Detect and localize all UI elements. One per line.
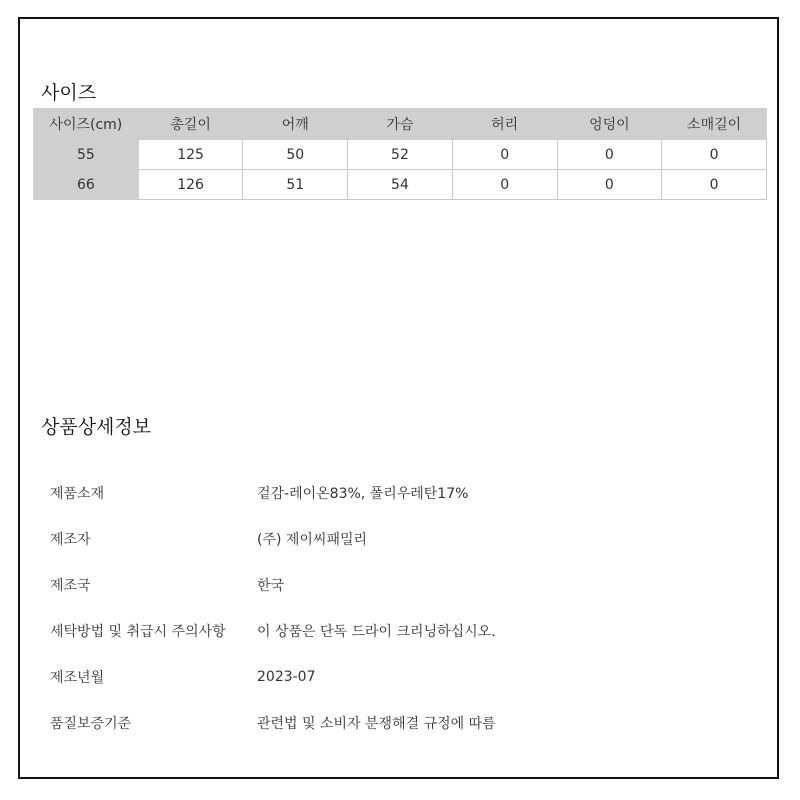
detail-row-warranty <box>50 700 750 746</box>
detail-value: 겉감-레이온83%, 폴리우레탄17% <box>257 486 469 502</box>
detail-label: 품질보증기준 <box>50 716 132 732</box>
table-cell: 125 <box>138 140 243 170</box>
detail-row-material <box>50 470 750 516</box>
detail-label: 제조국 <box>50 578 91 594</box>
table-cell: 0 <box>557 170 662 200</box>
header-cell: 허리 <box>452 109 557 140</box>
detail-row-manufacturer <box>50 516 750 562</box>
detail-value: 관련법 및 소비자 분쟁해결 규정에 따름 <box>257 716 496 732</box>
size-table <box>33 108 767 200</box>
detail-label: 제조년월 <box>50 670 105 686</box>
detail-list <box>50 470 750 746</box>
detail-label: 제조자 <box>50 532 91 548</box>
table-cell: 50 <box>243 140 348 170</box>
detail-row-care <box>50 608 750 654</box>
detail-row-manufacture-date <box>50 654 750 700</box>
detail-label: 세탁방법 및 취급시 주의사항 <box>50 624 226 640</box>
table-cell: 126 <box>138 170 243 200</box>
table-cell: 52 <box>348 140 453 170</box>
table-row <box>34 140 767 170</box>
size-section-title: 사이즈 <box>41 82 97 104</box>
table-cell: 0 <box>452 140 557 170</box>
header-cell: 어깨 <box>243 109 348 140</box>
detail-row-country <box>50 562 750 608</box>
detail-label: 제품소재 <box>50 486 105 502</box>
detail-value: 한국 <box>257 578 285 594</box>
size-table-header-row <box>34 109 767 140</box>
header-cell: 소매길이 <box>662 109 767 140</box>
size-label-cell: 55 <box>34 140 139 170</box>
detail-value: (주) 제이씨패밀리 <box>257 532 368 548</box>
detail-value: 이 상품은 단독 드라이 크리닝하십시오. <box>257 624 496 640</box>
detail-value: 2023-07 <box>257 669 316 685</box>
header-cell: 가슴 <box>348 109 453 140</box>
table-cell: 0 <box>662 140 767 170</box>
table-row <box>34 170 767 200</box>
detail-section-title: 상품상세정보 <box>41 416 152 438</box>
header-cell: 엉덩이 <box>557 109 662 140</box>
table-cell: 0 <box>557 140 662 170</box>
size-label-cell: 66 <box>34 170 139 200</box>
table-cell: 0 <box>452 170 557 200</box>
header-cell: 총길이 <box>138 109 243 140</box>
table-cell: 0 <box>662 170 767 200</box>
table-cell: 54 <box>348 170 453 200</box>
table-cell: 51 <box>243 170 348 200</box>
header-cell: 사이즈(cm) <box>34 109 139 140</box>
